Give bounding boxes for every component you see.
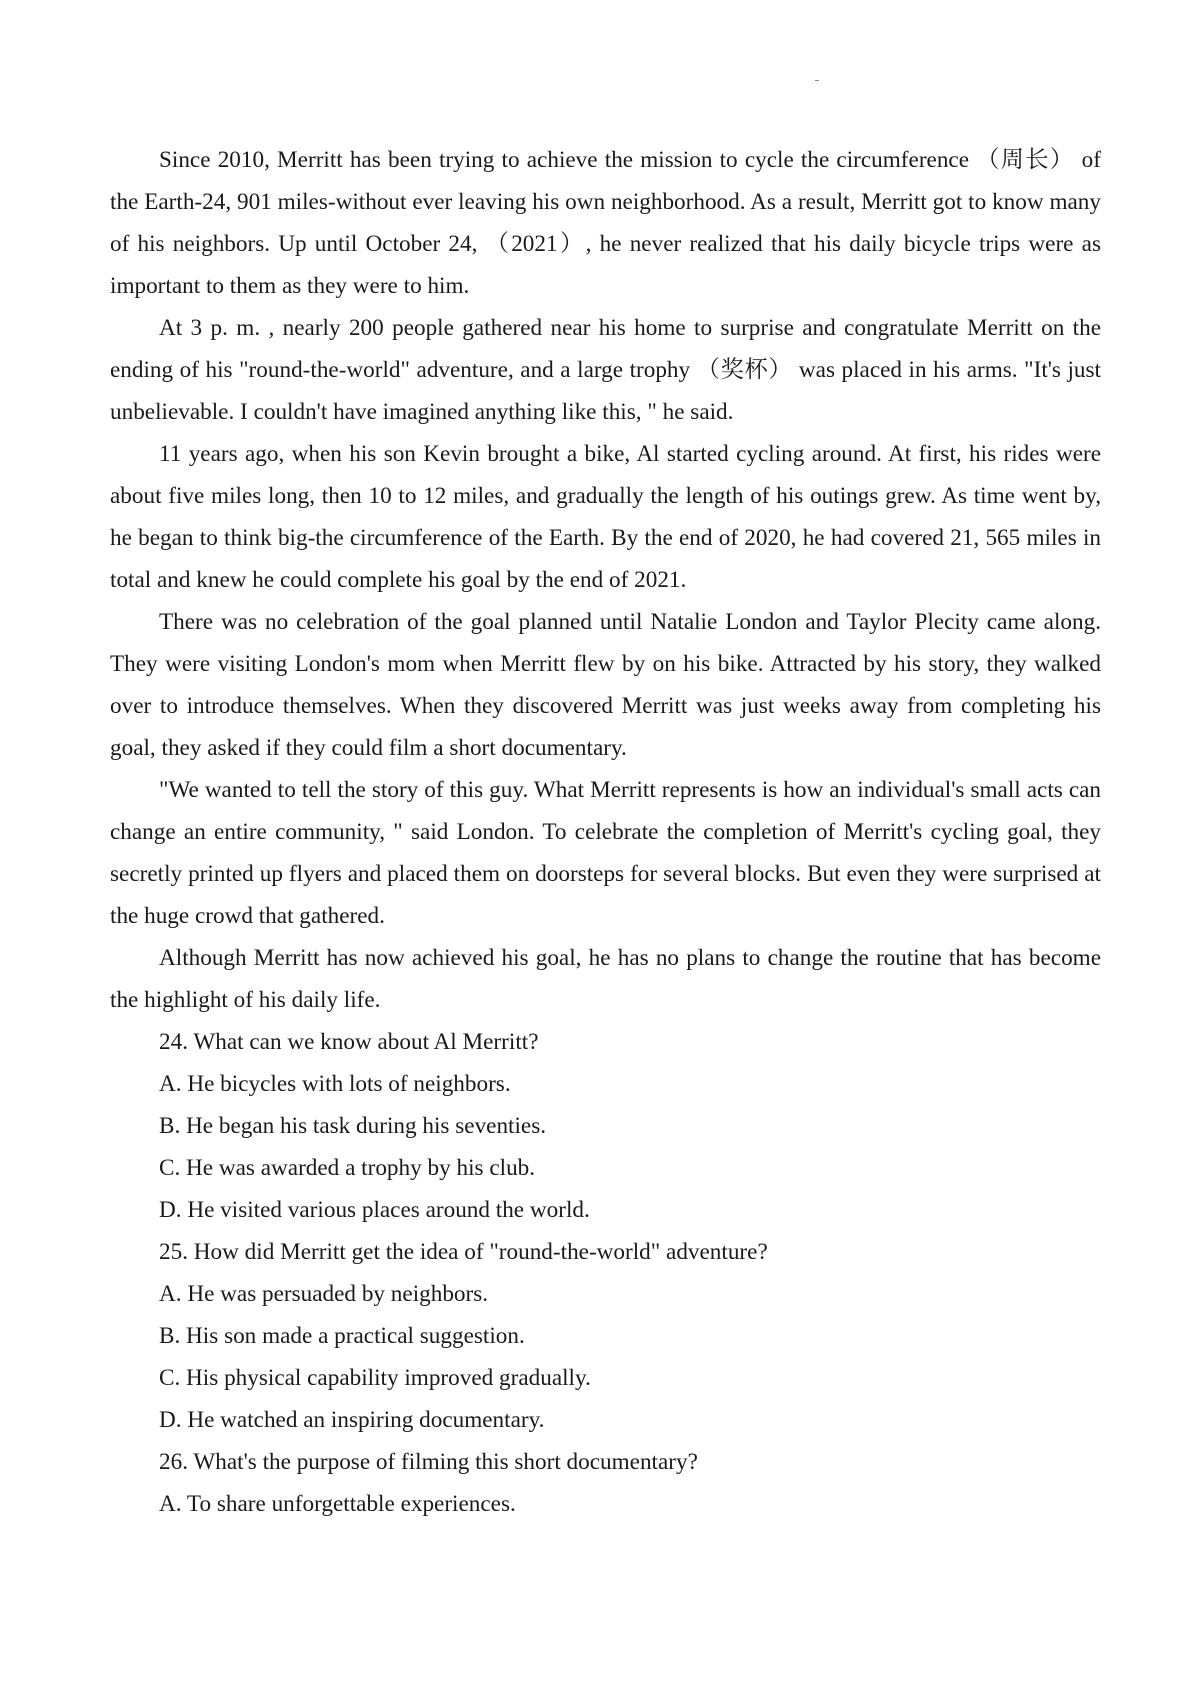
- scan-mark: [815, 80, 819, 81]
- question-25-option-a: A. He was persuaded by neighbors.: [159, 1281, 489, 1307]
- passage-paragraph: There was no celebration of the goal planned until Natalie London and Taylor Plecity came along. They were visiting London's mom when Merritt flew by on his bike. Attracted by his story, they walked over to introduce themselves. When they discovered Merritt was just weeks away from completing his goal, they asked if they could film a short documentary.: [110, 609, 1101, 761]
- question-24-option-a: A. He bicycles with lots of neighbors.: [159, 1071, 511, 1097]
- question-25: 25. How did Merritt get the idea of "round-the-world" adventure?: [159, 1239, 768, 1265]
- passage-paragraph: 11 years ago, when his son Kevin brought a bike, Al started cycling around. At first, his rides were about five miles long, then 10 to 12 miles, and gradually the length of his outings grew. As time went by, he began to think big-the circumference of the Earth. By the end of 2020, he had covered 21, 565 miles in total and knew he could complete his goal by the end of 2021.: [110, 441, 1101, 593]
- passage-paragraph: "We wanted to tell the story of this guy. What Merritt represents is how an individual's small acts can change an entire community, " said London. To celebrate the completion of Merritt's cycling goal, they secretly printed up flyers and placed them on doorsteps for several blocks. But even they were surprised at the huge crowd that gathered.: [110, 777, 1101, 929]
- question-26: 26. What's the purpose of filming this short documentary?: [159, 1449, 698, 1475]
- question-24-option-c: C. He was awarded a trophy by his club.: [159, 1155, 536, 1181]
- question-24-option-b: B. He began his task during his seventies.: [159, 1113, 547, 1139]
- question-26-option-a: A. To share unforgettable experiences.: [159, 1491, 516, 1517]
- question-24: 24. What can we know about Al Merritt?: [159, 1029, 539, 1055]
- question-25-option-d: D. He watched an inspiring documentary.: [159, 1407, 545, 1433]
- passage-paragraph: Since 2010, Merritt has been trying to achieve the mission to cycle the circumference （周长） of the Earth-24, 901 miles-without ever leaving his own neighborhood. As a result, Merritt got to know many of his neighbors. Up until October 24, （2021）, he never realized that his daily bicycle trips were as important to them as they were to him.: [110, 147, 1101, 299]
- passage-paragraph: At 3 p. m. , nearly 200 people gathered near his home to surprise and congratulate Merritt on the ending of his "round-the-world" adventure, and a large trophy （奖杯） was placed in his arms. "It's just unbelievable. I couldn't have imagined anything like this, " he said.: [110, 315, 1101, 425]
- question-25-option-c: C. His physical capability improved gradually.: [159, 1365, 591, 1391]
- passage-paragraph: Although Merritt has now achieved his goal, he has no plans to change the routine that has become the highlight of his daily life.: [110, 945, 1101, 1013]
- question-24-option-d: D. He visited various places around the world.: [159, 1197, 590, 1223]
- document-page: [110, 139, 1101, 1525]
- question-25-option-b: B. His son made a practical suggestion.: [159, 1323, 525, 1349]
